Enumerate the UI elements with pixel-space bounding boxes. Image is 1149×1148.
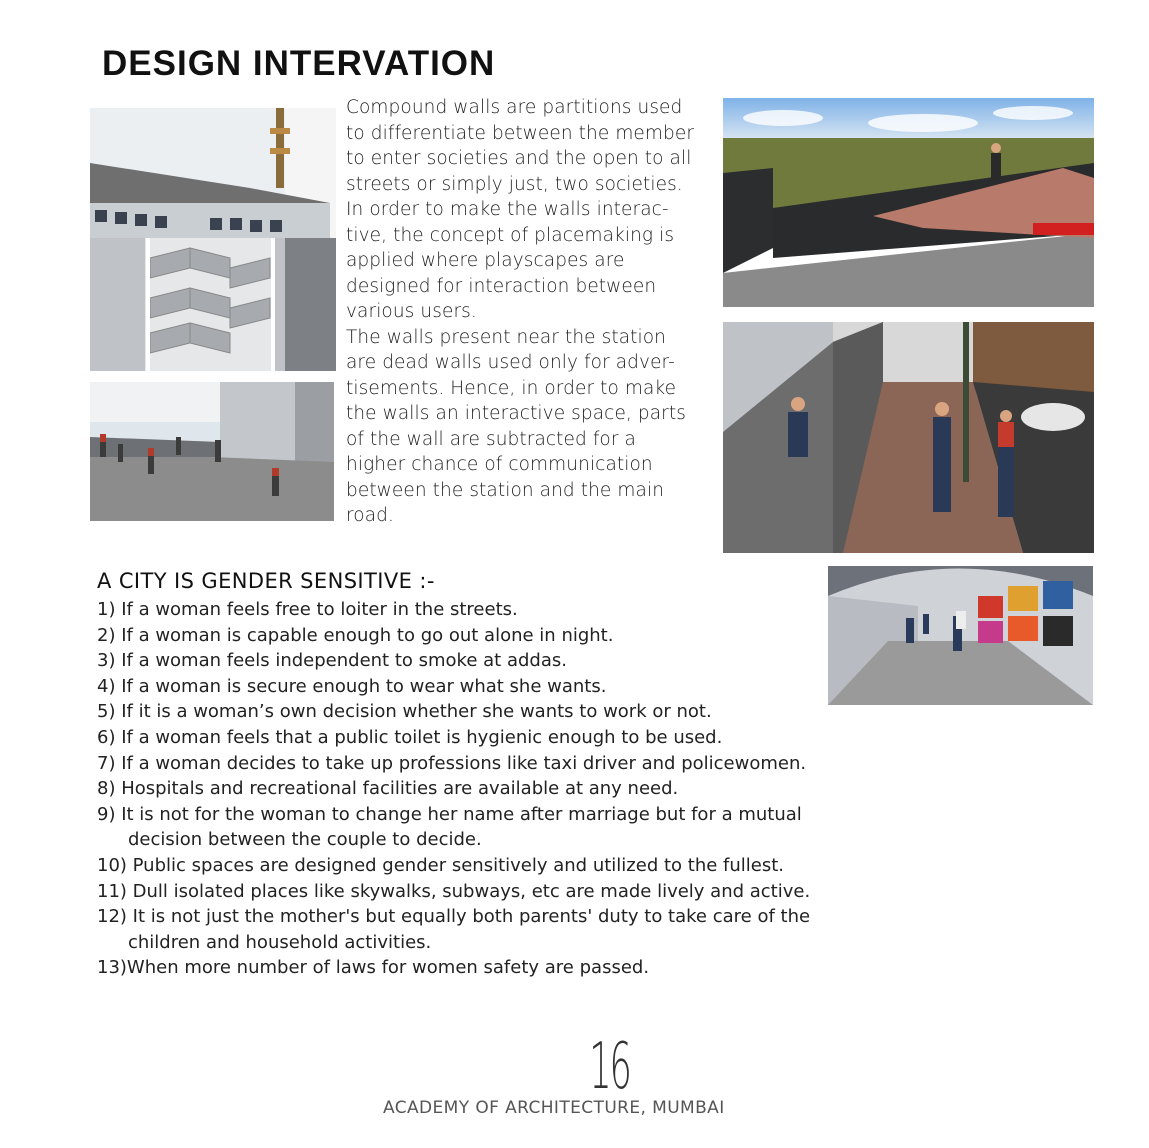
list-item: 5) If it is a woman’s own decision whether she wants to work or not. [97, 701, 712, 723]
skywalk-people-render [90, 382, 334, 521]
intro-line: road. [346, 505, 394, 526]
intro-line: of the wall are subtracted for a [346, 428, 636, 450]
intro-line: higher chance of communication [346, 454, 653, 475]
list-item: 7) If a woman decides to take up professions like taxi driver and policewomen. [97, 752, 807, 774]
intro-line: to enter societies and the open to all [346, 148, 692, 169]
intro-line: designed for interaction between [346, 275, 657, 297]
list-item: 9) It is not for the woman to change her name after marriage but for a mutual [97, 803, 802, 825]
list-item: 12) It is not just the mother's but equally both parents' duty to take care of the [97, 906, 811, 928]
intro-line: tive, the concept of placemaking is [346, 224, 675, 246]
wall-street-people-render [723, 322, 1094, 553]
section-heading: A CITY IS GENDER SENSITIVE :- [97, 569, 435, 593]
list-item: 4) If a woman is secure enough to wear what she wants. [97, 675, 607, 697]
footer-institution: ACADEMY OF ARCHITECTURE, MUMBAI [383, 1098, 725, 1118]
intro-line: streets or simply just, two societies. [346, 173, 683, 195]
list-item: 8) Hospitals and recreational facilities are available at any need. [97, 778, 679, 800]
list-item: 1) If a woman feels free to loiter in the streets. [97, 599, 518, 620]
intro-line: tisements. Hence, in order to make [346, 377, 677, 399]
page-title: DESIGN INTERVATION [102, 44, 496, 83]
intro-line: various users. [346, 301, 477, 322]
list-item: 10) Public spaces are designed gender sensitively and utilized to the fullest. [97, 854, 784, 876]
list-item: 2) If a woman is capable enough to go out alone in night. [97, 624, 614, 646]
list-item: 3) If a woman feels independent to smoke at addas. [97, 650, 567, 672]
compound-wall-walkway-render [723, 98, 1094, 307]
intro-line: between the station and the main [346, 479, 665, 501]
station-building-render [90, 108, 336, 371]
list-item: 11) Dull isolated places like skywalks, subways, etc are made lively and active. [97, 880, 811, 902]
list-item: 13)When more number of laws for women safety are passed. [97, 957, 650, 979]
intro-line: the walls an interactive space, parts [346, 403, 686, 424]
gender-sensitive-list [97, 597, 917, 981]
intro-line: to differentiate between the member [346, 122, 695, 144]
list-item: 6) If a woman feels that a public toilet is hygienic enough to be used. [97, 726, 723, 748]
list-item-continuation: decision between the couple to decide. [128, 829, 482, 851]
list-item-continuation: children and household activities. [128, 931, 432, 953]
page-number: 16 [589, 1030, 630, 1104]
intro-line: applied where playscapes are [346, 250, 625, 271]
intro-line: are dead walls used only for adver- [346, 352, 675, 373]
intro-line: The walls present near the station [346, 326, 666, 348]
intro-paragraph [346, 95, 726, 529]
intro-line: In order to make the walls interac- [346, 199, 669, 220]
intro-line: Compound walls are partitions used [346, 97, 683, 118]
